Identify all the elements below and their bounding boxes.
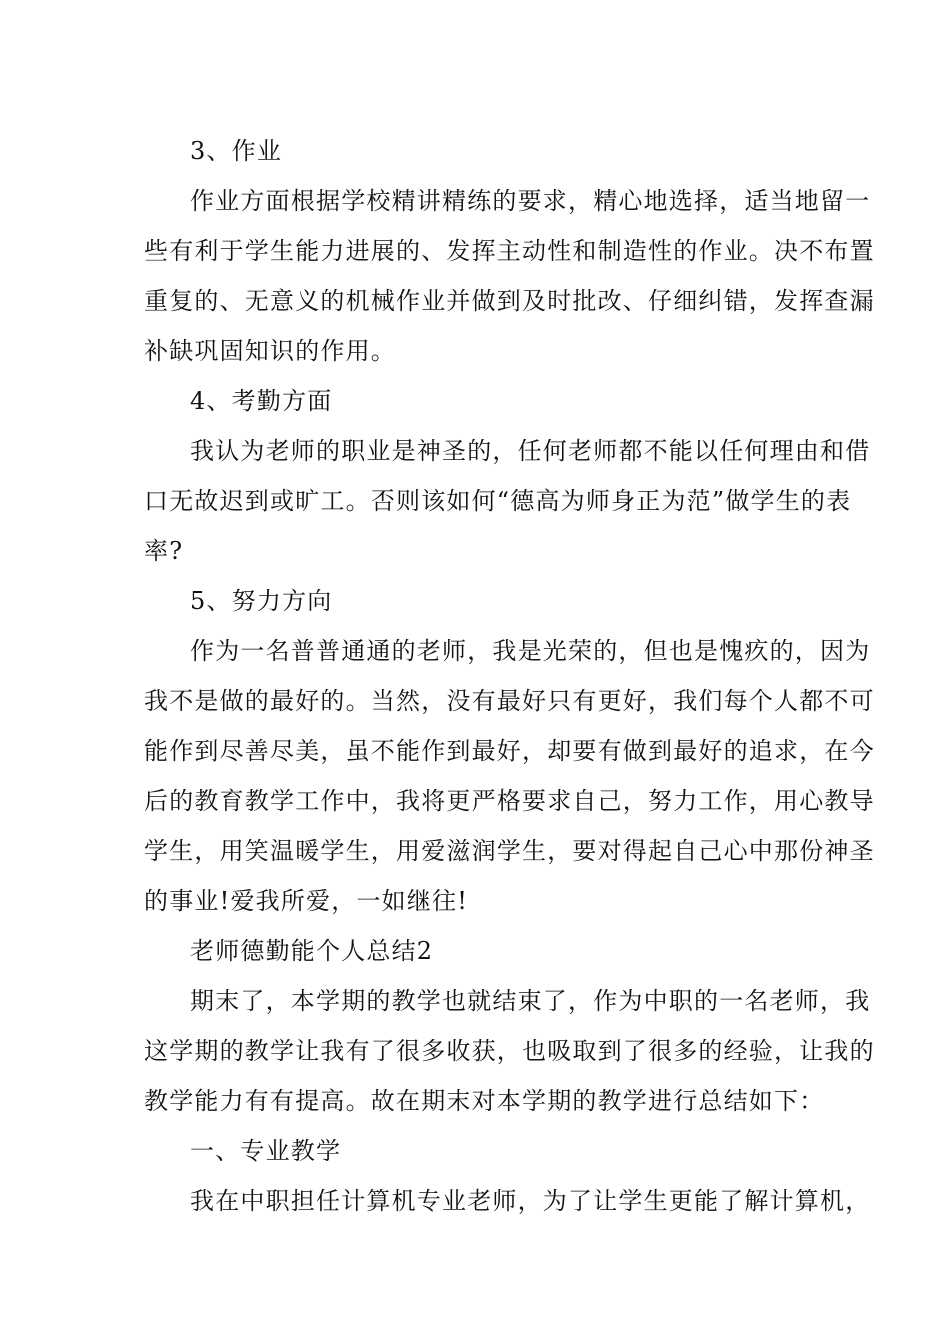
paragraph-line: 重复的、无意义的机械作业并做到及时批改、仔细纠错，发挥查漏: [144, 287, 875, 315]
paragraph-line: 我认为老师的职业是神圣的，任何老师都不能以任何理由和借: [190, 437, 871, 465]
section-heading-homework: 3、作业: [190, 137, 283, 165]
paragraph-line: 这学期的教学让我有了很多收获，也吸取到了很多的经验，让我的: [144, 1037, 875, 1065]
section-heading-professional-teaching: 一、专业教学: [190, 1137, 342, 1165]
paragraph-line: 后的教育教学工作中，我将更严格要求自己，努力工作，用心教导: [144, 787, 875, 815]
summary-title: 老师德勤能个人总结2: [190, 937, 434, 965]
paragraph-line: 能作到尽善尽美，虽不能作到最好，却要有做到最好的追求，在今: [144, 737, 875, 765]
paragraph-line: 口无故迟到或旷工。否则该如何“德高为师身正为范”做学生的表: [144, 487, 852, 515]
paragraph-line: 学生，用笑温暖学生，用爱滋润学生，要对得起自己心中那份神圣: [144, 837, 875, 865]
paragraph-line: 我在中职担任计算机专业老师，为了让学生更能了解计算机，: [190, 1187, 871, 1215]
paragraph-line: 我不是做的最好的。当然，没有最好只有更好，我们每个人都不可: [144, 687, 875, 715]
paragraph-line: 期末了，本学期的教学也就结束了，作为中职的一名老师，我: [190, 987, 871, 1015]
section-heading-attendance: 4、考勤方面: [190, 387, 333, 415]
paragraph-line: 些有利于学生能力进展的、发挥主动性和制造性的作业。决不布置: [144, 237, 875, 265]
paragraph-line: 作为一名普普通通的老师，我是光荣的，但也是愧疚的，因为: [190, 637, 871, 665]
section-heading-direction: 5、努力方向: [190, 587, 333, 615]
paragraph-line: 作业方面根据学校精讲精练的要求，精心地选择，适当地留一: [190, 187, 871, 215]
paragraph-line: 率?: [144, 537, 184, 565]
paragraph-line: 的事业!爱我所爱，一如继往!: [144, 887, 469, 915]
paragraph-line: 教学能力有有提高。故在期末对本学期的教学进行总结如下：: [144, 1087, 825, 1115]
paragraph-line: 补缺巩固知识的作用。: [144, 337, 396, 365]
